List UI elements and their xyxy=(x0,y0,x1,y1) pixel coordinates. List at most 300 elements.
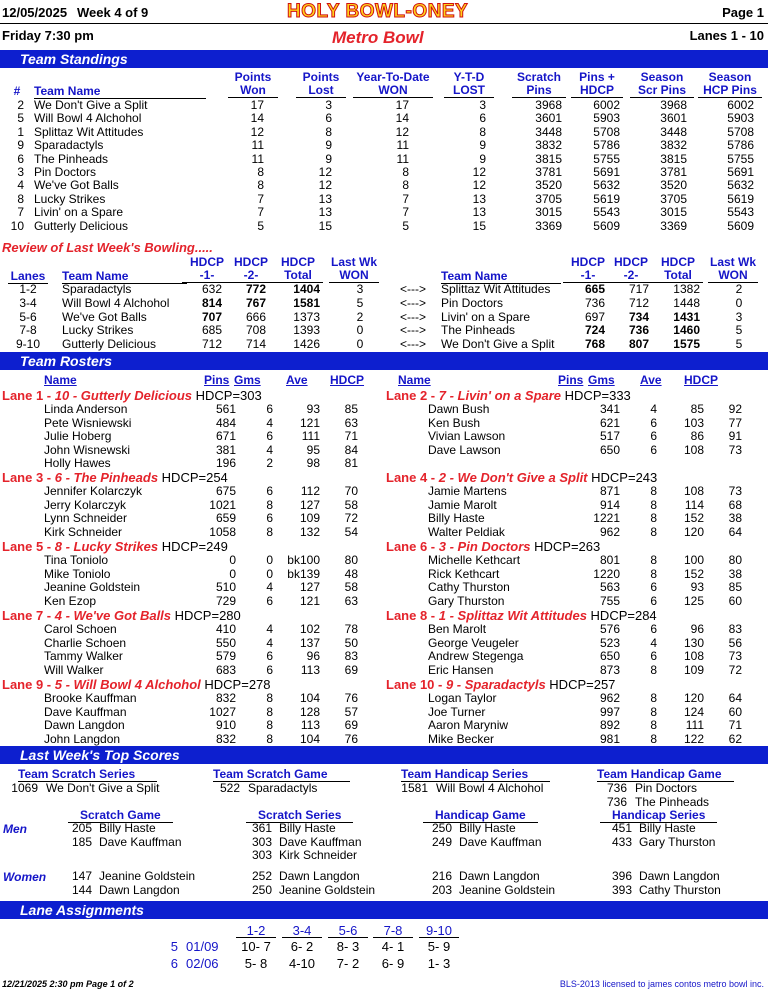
standings-row xyxy=(0,139,768,152)
table-cell: 451 xyxy=(611,821,632,835)
individual-top-entry xyxy=(0,836,768,849)
table-cell: 8 xyxy=(266,704,273,719)
table-cell: 6 xyxy=(170,956,178,971)
col-ytd_won-header-line: WON xyxy=(353,84,433,98)
table-cell: 8 xyxy=(479,124,486,139)
table-cell: Pin Doctors xyxy=(34,165,97,179)
table-cell: 1460 xyxy=(673,323,700,338)
table-cell: 576 xyxy=(599,622,620,636)
page-number: Page 1 xyxy=(722,5,764,20)
table-cell: 381 xyxy=(215,442,236,457)
roster-player-row xyxy=(0,719,768,732)
table-cell: 12 xyxy=(472,178,486,193)
table-cell: 7- 2 xyxy=(336,956,360,971)
table-cell: 108 xyxy=(683,442,704,457)
table-cell: 3968 xyxy=(535,98,562,112)
table-cell: 73 xyxy=(728,649,742,663)
table-cell: Gms xyxy=(588,373,615,387)
table-cell: 3705 xyxy=(660,191,687,206)
table-cell: 3-4 xyxy=(19,295,37,310)
table-cell: Dawn Langdon xyxy=(459,869,540,883)
table-cell: We Don't Give a Split xyxy=(34,98,148,112)
table-cell: 12 xyxy=(318,165,332,179)
table-cell: Livin' on a Spare xyxy=(441,309,531,324)
table-cell: 95 xyxy=(306,442,320,457)
table-cell: 11 xyxy=(396,138,409,153)
review-h2-header-line: -2- xyxy=(226,269,276,283)
table-cell: Kirk Schneider xyxy=(279,848,358,862)
standings-row xyxy=(0,126,768,139)
table-cell: 6 xyxy=(650,649,657,663)
roster-lane-heading xyxy=(386,470,657,485)
table-cell: 111 xyxy=(685,718,704,732)
table-cell: Billy Haste xyxy=(639,821,696,835)
table-cell: 8 xyxy=(650,731,657,746)
roster-team-hdcp: HDCP=263 xyxy=(534,539,601,554)
table-cell: 9 xyxy=(479,138,486,153)
table-cell: Billy Haste xyxy=(99,821,156,835)
table-cell: 3520 xyxy=(660,178,687,193)
table-cell: 3-4 xyxy=(282,924,322,938)
table-cell: 216 xyxy=(431,869,452,883)
table-cell: 6 xyxy=(650,622,657,636)
standings-section-bar: Team Standings xyxy=(0,50,768,68)
table-cell: 522 xyxy=(219,781,240,795)
day-time: Friday 7:30 pm xyxy=(2,28,94,43)
table-cell: Sparadactyls xyxy=(34,138,104,153)
roster-player-row xyxy=(0,430,768,443)
team-top-heading: Team Handicap Series xyxy=(401,767,550,782)
table-cell: 13 xyxy=(472,205,486,220)
table-cell: 0 xyxy=(229,553,236,567)
table-cell: 361 xyxy=(251,821,272,835)
review-lanes-header: Lanes xyxy=(8,270,48,284)
col-scratch-header xyxy=(512,71,566,98)
table-cell: 6002 xyxy=(593,98,620,112)
lane-assign-row xyxy=(0,940,768,953)
review-h2-header xyxy=(606,256,656,283)
table-cell: 63 xyxy=(344,593,358,608)
table-cell: Pin Doctors xyxy=(441,295,504,310)
table-cell: 8 xyxy=(266,497,273,512)
table-cell: Dave Kauffman xyxy=(459,834,542,849)
table-cell: 671 xyxy=(215,429,236,443)
review-h1-header-line: HDCP xyxy=(189,255,224,269)
table-cell: 659 xyxy=(215,511,236,525)
roster-player-row xyxy=(0,485,768,498)
roster-team-hdcp: HDCP=254 xyxy=(161,470,228,485)
table-cell: 104 xyxy=(299,731,320,746)
table-cell: Mike Becker xyxy=(428,731,495,746)
roster-team-hdcp: HDCP=257 xyxy=(549,677,616,692)
table-cell: 3968 xyxy=(660,98,687,112)
table-cell: 736 xyxy=(606,781,627,795)
table-cell: 4 xyxy=(266,635,273,650)
table-cell: 92 xyxy=(728,402,742,416)
table-cell: 144 xyxy=(71,882,92,897)
license-note: BLS-2013 licensed to james contos metro bowl inc. xyxy=(559,979,764,989)
table-cell: 8 xyxy=(325,124,332,139)
table-cell: 102 xyxy=(299,622,320,636)
table-cell: Sparadactyls xyxy=(62,282,132,296)
col-pins_hdcp-header-line: Pins + xyxy=(579,70,615,84)
table-cell: 86 xyxy=(690,429,704,443)
review-h2-header-line: HDCP xyxy=(233,255,268,269)
col-ytd_won-header xyxy=(353,71,433,98)
table-cell: Lynn Schneider xyxy=(44,511,127,525)
table-cell: 7 xyxy=(257,191,264,206)
standings-row xyxy=(0,112,768,125)
col-scratch-header-line: Scratch xyxy=(516,70,562,84)
table-cell: 3015 xyxy=(535,205,562,220)
table-cell: 6 xyxy=(325,111,332,126)
table-cell: 8 xyxy=(266,731,273,746)
roster-team-name: 8 - Lucky Strikes xyxy=(54,539,162,554)
print-stamp: 12/21/2025 2:30 pm Page 1 of 2 xyxy=(2,979,134,989)
table-cell: 58 xyxy=(344,497,358,512)
table-cell: 6 xyxy=(650,415,657,430)
table-cell: 3369 xyxy=(535,218,562,233)
table-cell: 550 xyxy=(215,635,236,650)
roster-player-row xyxy=(0,444,768,457)
table-cell: 38 xyxy=(728,511,742,525)
lanes-range: Lanes 1 - 10 xyxy=(689,28,764,43)
table-cell: Will Bowl 4 Alchohol xyxy=(62,295,170,310)
table-cell: 64 xyxy=(728,691,742,705)
table-cell: 1058 xyxy=(209,524,236,539)
table-cell: 3448 xyxy=(535,124,562,139)
table-cell: HDCP xyxy=(684,373,719,387)
table-cell: 3 xyxy=(356,282,364,296)
table-cell: 7 xyxy=(257,205,264,220)
roster-lane-label: Lane 1 - xyxy=(2,388,55,403)
table-cell: Dave Lawson xyxy=(428,442,501,457)
col-team-header: Team Name xyxy=(34,85,206,99)
table-cell: 3601 xyxy=(535,111,562,126)
table-cell: Ave xyxy=(286,373,308,387)
team-top-heading: Team Handicap Game xyxy=(597,767,734,782)
table-cell: Dawn Langdon xyxy=(44,718,125,732)
table-cell: 70 xyxy=(344,484,358,498)
table-cell: 4 xyxy=(266,442,273,457)
table-cell: 130 xyxy=(683,635,704,650)
table-cell: 3 xyxy=(479,98,486,112)
table-cell: 523 xyxy=(599,635,620,650)
table-cell: 3601 xyxy=(660,111,687,126)
roster-lane-label: Lane 6 - xyxy=(386,539,439,554)
table-cell: 5 xyxy=(170,939,178,954)
table-cell: 0 xyxy=(356,323,364,338)
table-cell: The Pinheads xyxy=(34,151,109,166)
table-cell: 832 xyxy=(215,731,236,746)
table-cell: Mike Toniolo xyxy=(44,566,111,581)
individual-top-heading: Handicap Game xyxy=(423,808,538,823)
table-cell: 11 xyxy=(251,138,264,153)
roster-player-row xyxy=(0,637,768,650)
review-won-header-line: WON xyxy=(329,269,379,283)
table-cell: George Veugeler xyxy=(428,635,519,650)
table-cell: 60 xyxy=(728,593,742,608)
table-cell: 91 xyxy=(728,429,742,443)
table-cell: 10 xyxy=(10,218,24,233)
lane-assignments-section-bar: Lane Assignments xyxy=(0,901,768,919)
table-cell: 6 xyxy=(17,151,24,166)
roster-team-name: 9 - Sparadactyls xyxy=(445,677,550,692)
table-cell: 683 xyxy=(215,662,236,677)
individual-top-heading: Handicap Series xyxy=(600,808,717,823)
roster-team-hdcp: HDCP=278 xyxy=(204,677,271,692)
table-cell: 396 xyxy=(611,869,632,883)
table-cell: 8 xyxy=(402,178,409,193)
table-cell: 5903 xyxy=(727,111,754,126)
table-cell: HDCP xyxy=(330,373,365,387)
table-cell: Name xyxy=(398,373,431,387)
roster-lane-label: Lane 3 - xyxy=(2,470,55,485)
table-cell: 5- 8 xyxy=(244,956,268,971)
report-date: 12/05/2025 xyxy=(2,5,68,20)
table-cell: 6 xyxy=(479,111,486,126)
table-cell: 93 xyxy=(306,402,320,416)
table-cell: 1448 xyxy=(673,295,700,310)
table-cell: 714 xyxy=(245,337,266,352)
table-cell: 76 xyxy=(344,691,358,705)
roster-player-row xyxy=(0,581,768,594)
review-h2-header-line: HDCP xyxy=(613,255,648,269)
standings-row xyxy=(0,153,768,166)
table-cell: 4 xyxy=(17,178,24,193)
individual-top-entry xyxy=(0,822,768,835)
table-cell: 1220 xyxy=(593,566,620,581)
individual-top-heading: Scratch Game xyxy=(68,808,173,823)
table-cell: 712 xyxy=(201,337,222,352)
table-cell: 250 xyxy=(251,882,272,897)
table-cell: Eric Hansen xyxy=(428,662,494,677)
roster-lane-label: Lane 9 - xyxy=(2,677,55,692)
table-cell: 5-6 xyxy=(328,924,368,938)
table-cell: 128 xyxy=(299,704,320,719)
table-cell: 1382 xyxy=(673,282,700,296)
table-cell: 3705 xyxy=(535,191,562,206)
table-cell: 62 xyxy=(728,731,742,746)
table-cell: 1575 xyxy=(673,337,700,352)
table-cell: 962 xyxy=(599,691,620,705)
table-cell: 1431 xyxy=(673,309,700,324)
table-cell: Ben Marolt xyxy=(428,622,487,636)
table-cell: Livin' on a Spare xyxy=(34,205,124,220)
table-cell: 68 xyxy=(728,497,742,512)
roster-lane-heading xyxy=(2,470,228,485)
col-ytd_lost-header-line: LOST xyxy=(444,84,494,98)
roster-team-name: 10 - Gutterly Delicious xyxy=(54,388,196,403)
roster-lane-heading xyxy=(2,539,228,554)
roster-team-hdcp: HDCP=249 xyxy=(161,539,228,554)
roster-team-name: 4 - We've Got Balls xyxy=(54,608,175,623)
table-cell: Linda Anderson xyxy=(44,402,128,416)
review-row xyxy=(0,297,768,310)
table-cell: 650 xyxy=(599,442,620,457)
table-cell: 8 xyxy=(650,566,657,581)
table-cell: Dawn Bush xyxy=(428,402,490,416)
table-cell: 685 xyxy=(201,323,222,338)
table-cell: 38 xyxy=(728,566,742,581)
table-cell: 0 xyxy=(735,295,743,310)
roster-player-row xyxy=(0,512,768,525)
table-cell: 621 xyxy=(599,415,620,430)
table-cell: 78 xyxy=(344,622,358,636)
table-cell: 3369 xyxy=(660,218,687,233)
col-lost-header-line: Lost xyxy=(296,84,346,98)
table-cell: 1- 3 xyxy=(427,956,451,971)
col-season_hcp-header-line: HCP Pins xyxy=(698,84,762,98)
roster-lane-heading xyxy=(2,677,271,692)
table-cell: 8- 3 xyxy=(336,939,360,954)
table-cell: 112 xyxy=(300,484,320,498)
team-top-entry xyxy=(0,782,768,795)
table-cell: 8 xyxy=(650,691,657,705)
roster-player-row xyxy=(0,403,768,416)
table-cell: Tammy Walker xyxy=(44,649,123,663)
roster-team-name: 3 - Pin Doctors xyxy=(438,539,535,554)
col-season_hcp-header xyxy=(698,71,762,98)
roster-player-row xyxy=(0,595,768,608)
table-cell: 4- 1 xyxy=(381,939,405,954)
table-cell: Tina Toniolo xyxy=(44,553,109,567)
table-cell: 56 xyxy=(728,635,742,650)
roster-player-row xyxy=(0,554,768,567)
table-cell: 125 xyxy=(683,593,704,608)
col-num-header: # xyxy=(13,84,21,98)
table-cell: 137 xyxy=(299,635,320,650)
table-cell: 3520 xyxy=(535,178,562,193)
roster-team-hdcp: HDCP=333 xyxy=(564,388,631,403)
table-cell: Billy Haste xyxy=(459,821,516,835)
table-cell: 5691 xyxy=(593,165,620,179)
review-h2-header-line: -2- xyxy=(606,269,656,283)
roster-player-row xyxy=(0,623,768,636)
roster-lane-heading xyxy=(2,608,241,623)
col-pins_hdcp-header-line: HDCP xyxy=(571,84,623,98)
table-cell: 12 xyxy=(395,124,409,139)
table-cell: 14 xyxy=(250,111,264,126)
roster-lane-label: Lane 2 - xyxy=(386,388,439,403)
individual-top-entry xyxy=(0,884,768,897)
col-ytd_lost-header xyxy=(444,71,494,98)
table-cell: Cathy Thurston xyxy=(428,580,510,594)
standings-row xyxy=(0,193,768,206)
table-cell: 5786 xyxy=(593,138,620,153)
table-cell: Billy Haste xyxy=(279,821,336,835)
table-cell: 892 xyxy=(599,718,620,732)
review-h1-header-line: -1- xyxy=(563,269,613,283)
standings-row xyxy=(0,166,768,179)
table-cell: 8 xyxy=(266,691,273,705)
table-cell: 9-10 xyxy=(15,337,41,352)
table-cell: Pete Wisniewski xyxy=(44,415,132,430)
table-cell: Jennifer Kolarczyk xyxy=(44,484,143,498)
review-total-header-line: Total xyxy=(653,269,703,283)
table-cell: 76 xyxy=(344,731,358,746)
swap-arrow: <---> xyxy=(399,337,426,352)
table-cell: 17 xyxy=(250,98,264,112)
table-cell: 3 xyxy=(325,98,332,112)
table-cell: Gms xyxy=(234,373,261,387)
rosters-section-bar: Team Rosters xyxy=(0,352,768,370)
roster-lane-heading xyxy=(386,388,631,403)
bowling-center: Metro Bowl xyxy=(332,28,424,47)
table-cell: 832 xyxy=(215,691,236,705)
table-cell: 9 xyxy=(479,151,486,166)
table-cell: 5755 xyxy=(727,151,754,166)
table-cell: 196 xyxy=(215,456,236,470)
table-cell: 1373 xyxy=(293,309,320,324)
table-cell: Rick Kethcart xyxy=(428,566,500,581)
table-cell: 6- 2 xyxy=(290,939,314,954)
team-top-entry xyxy=(0,796,768,809)
table-cell: 4 xyxy=(650,402,657,416)
standings-row xyxy=(0,179,768,192)
table-cell: 108 xyxy=(683,484,704,498)
table-cell: 9-10 xyxy=(419,924,459,938)
review-won-header-line: Last Wk xyxy=(330,255,377,269)
table-cell: 632 xyxy=(201,282,222,296)
roster-player-row xyxy=(0,733,768,746)
table-cell: Logan Taylor xyxy=(428,691,497,705)
table-cell: 4 xyxy=(266,415,273,430)
table-cell: The Pinheads xyxy=(635,794,710,809)
table-cell: 5903 xyxy=(593,111,620,126)
table-cell: Will Bowl 4 Alchohol xyxy=(436,781,544,795)
review-won-header-line: Last Wk xyxy=(709,255,756,269)
table-cell: Brooke Kauffman xyxy=(44,691,137,705)
table-cell: 8 xyxy=(650,497,657,512)
standings-row xyxy=(0,220,768,233)
table-cell: 6 xyxy=(266,402,273,416)
table-cell: 3781 xyxy=(660,165,687,179)
roster-lane-label: Lane 8 - xyxy=(386,608,439,623)
review-total-header-line: HDCP xyxy=(660,255,695,269)
table-cell: Dawn Langdon xyxy=(639,869,720,883)
table-cell: 5543 xyxy=(727,205,754,220)
table-cell: 203 xyxy=(431,882,452,897)
table-cell: 433 xyxy=(611,834,632,849)
table-cell: 114 xyxy=(684,497,704,512)
roster-lane-label: Lane 4 - xyxy=(386,470,439,485)
table-cell: 12 xyxy=(472,165,486,179)
table-cell: 5619 xyxy=(727,191,754,206)
table-cell: John Wisnewski xyxy=(44,442,131,457)
table-cell: Kirk Schneider xyxy=(44,524,123,539)
table-cell: 5619 xyxy=(593,191,620,206)
review-h1-header xyxy=(182,256,232,283)
table-cell: 13 xyxy=(318,205,332,220)
table-cell: 127 xyxy=(299,580,320,594)
review-row xyxy=(0,283,768,296)
table-cell: 02/06 xyxy=(186,956,219,971)
table-cell: 8 xyxy=(257,178,264,193)
table-cell: 650 xyxy=(599,649,620,663)
table-cell: 707 xyxy=(201,309,222,324)
table-cell: 724 xyxy=(584,323,605,338)
table-cell: 4 xyxy=(266,580,273,594)
table-cell: 579 xyxy=(215,649,236,663)
table-cell: 122 xyxy=(683,731,704,746)
table-cell: 6 xyxy=(266,649,273,663)
table-cell: 120 xyxy=(683,691,704,705)
table-cell: 5632 xyxy=(593,178,620,193)
table-cell: 0 xyxy=(229,566,236,581)
table-cell: 152 xyxy=(683,511,704,525)
table-cell: 303 xyxy=(251,834,272,849)
